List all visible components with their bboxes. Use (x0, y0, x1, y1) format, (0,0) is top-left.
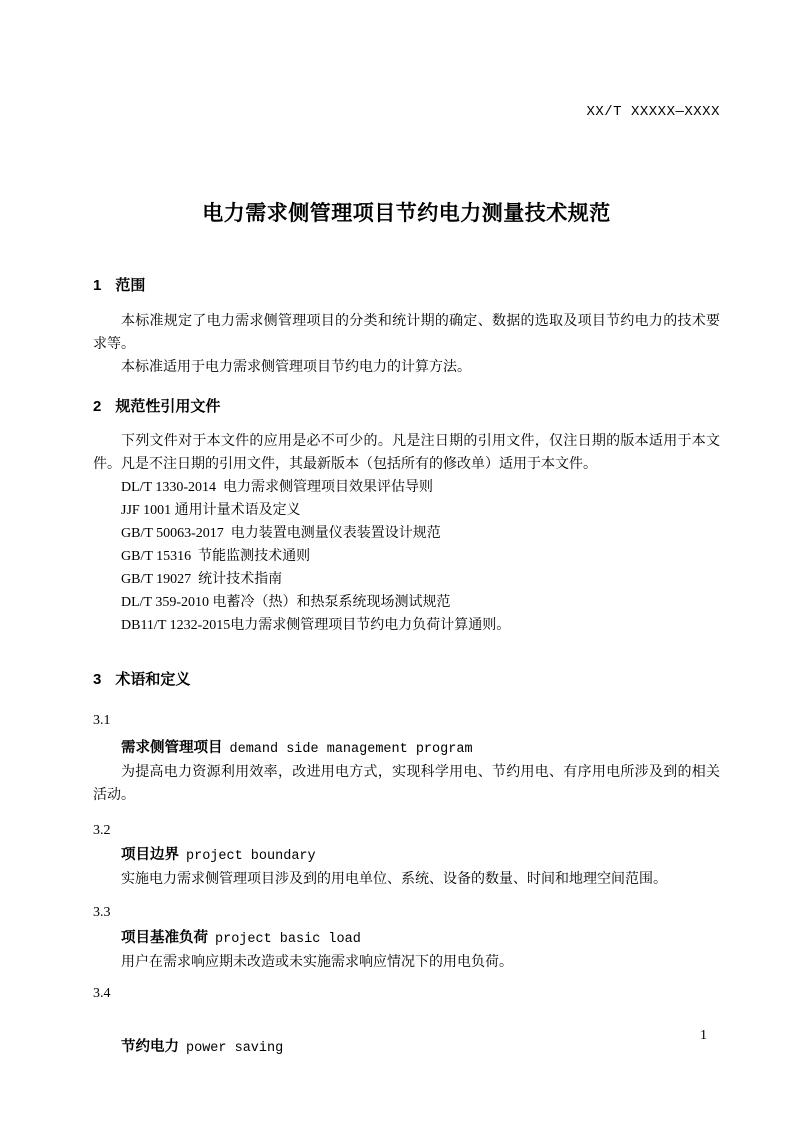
term-name-en: power saving (186, 1041, 284, 1056)
term-block (93, 982, 720, 1060)
term-number: 3.1 (93, 713, 111, 728)
section-heading-references (93, 397, 720, 417)
term-block (93, 709, 720, 807)
section-scope (93, 276, 720, 379)
section-number: 2 (93, 398, 102, 415)
term-definition: 为提高电力资源利用效率，改进用电方式，实现科学用电、节约用电、有序用电所涉及到的相关活动。 (93, 765, 720, 803)
term-name-line (93, 844, 720, 868)
term-name-line (93, 927, 720, 951)
term-number: 3.2 (93, 823, 111, 838)
reference-list (93, 476, 720, 637)
section-heading-label: 范围 (115, 277, 146, 294)
section-heading-scope (93, 276, 720, 296)
references-intro: 下列文件对于本文件的应用是必不可少的。凡是注日期的引用文件，仅注日期的版本适用于本文件。凡是不注日期的引用文件，其最新版本（包括所有的修改单）适用于本文件。 (93, 434, 720, 472)
term-name-zh: 需求侧管理项目 (121, 740, 223, 756)
term-name-zh: 节约电力 (121, 1039, 179, 1055)
reference-item: GB/T 19027 统计技术指南 (121, 572, 283, 587)
reference-item: GB/T 50063-2017 电力装置电测量仪表装置设计规范 (121, 526, 441, 541)
reference-item: GB/T 15316 节能监测技术通则 (121, 549, 311, 564)
term-block (93, 819, 720, 891)
section-heading-terms (93, 670, 720, 690)
section-number: 1 (93, 277, 102, 294)
document-title: 电力需求侧管理项目节约电力测量技术规范 (202, 202, 611, 225)
term-definition: 用户在需求响应期未改造或未实施需求响应情况下的用电负荷。 (121, 955, 513, 970)
section-heading-label: 规范性引用文件 (115, 398, 221, 415)
term-name-line (93, 737, 720, 761)
term-name-en: demand side management program (229, 742, 473, 757)
reference-item: DL/T 359-2010 电蓄冷（热）和热泵系统现场测试规范 (121, 595, 451, 610)
scope-paragraph-2: 本标准适用于电力需求侧管理项目节约电力的计算方法。 (121, 360, 471, 375)
reference-item: DL/T 1330-2014 电力需求侧管理项目效果评估导则 (121, 480, 434, 495)
term-number: 3.3 (93, 905, 111, 920)
term-name-line (93, 1036, 720, 1060)
doc-code: XX/T XXXXX—XXXX (586, 104, 720, 120)
scope-paragraph-1: 本标准规定了电力需求侧管理项目的分类和统计期的确定、数据的选取及项目节约电力的技术要求等。 (93, 314, 720, 352)
section-terms (93, 670, 720, 1060)
term-name-en: project basic load (215, 932, 361, 947)
reference-item: DB11/T 1232-2015电力需求侧管理项目节约电力负荷计算通则。 (121, 618, 511, 633)
term-definition: 实施电力需求侧管理项目涉及到的用电单位、系统、设备的数量、时间和地理空间范围。 (121, 872, 667, 887)
page-header (93, 88, 720, 136)
term-name-zh: 项目基准负荷 (121, 930, 208, 946)
term-name-zh: 项目边界 (121, 847, 179, 863)
section-references (93, 397, 720, 637)
term-block (93, 901, 720, 974)
page-number: 1 (700, 1028, 707, 1043)
reference-item: JJF 1001 通用计量术语及定义 (121, 503, 301, 518)
section-number: 3 (93, 671, 102, 688)
term-name-en: project boundary (186, 849, 316, 864)
section-heading-label: 术语和定义 (115, 671, 191, 688)
term-number: 3.4 (93, 986, 111, 1001)
